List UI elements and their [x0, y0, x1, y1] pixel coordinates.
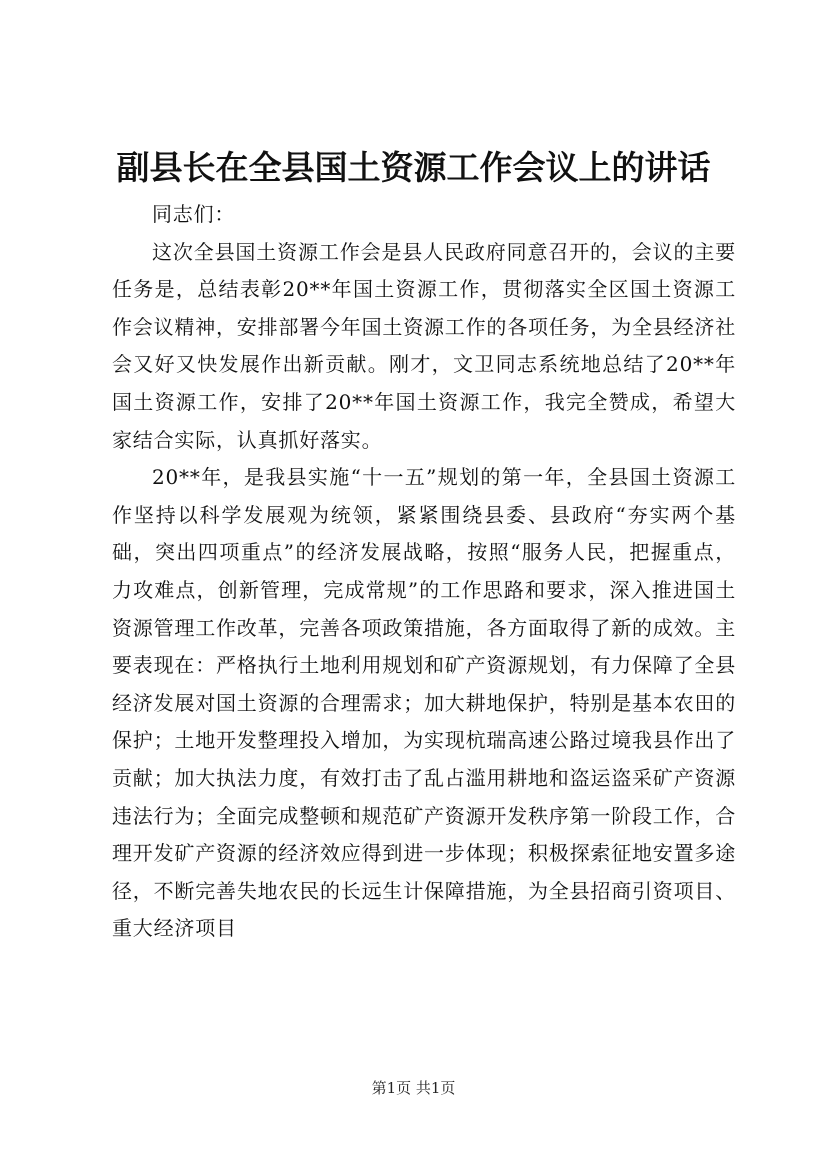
- paragraph-2: 20**年，是我县实施“十一五”规划的第一年，全县国土资源工作坚持以科学发展观为统领，紧紧围绕县委、县政府“夯实两个基础，突出四项重点”的经济发展战略，按照“服务人民，把握重点，力攻难点，创新管理，完成常规”的工作思路和要求，深入推进国土资源管理工作改革，完善各项政策措施，各方面取得了新的成效。主要表现在：严格执行土地利用规划和矿产资源规划，有力保障了全县经济发展对国土资源的合理需求；加大耕地保护，特别是基本农田的保护；土地开发整理投入增加，为实现杭瑞高速公路过境我县作出了贡献；加大执法力度，有效打击了乱占滥用耕地和盗运盗采矿产资源违法行为；全面完成整顿和规范矿产资源开发秩序第一阶段工作，合理开发矿产资源的经济效应得到进一步体现；积极探索征地安置多途径，不断完善失地农民的长远生计保障措施，为全县招商引资项目、重大经济项目: [112, 465, 736, 941]
- greeting: 同志们：: [152, 202, 236, 226]
- paragraph-1: 这次全县国土资源工作会是县人民政府同意召开的，会议的主要任务是，总结表彰20**年国土资源工作，贯彻落实全区国土资源工作会议精神，安排部署今年国土资源工作的各项任务，为全县经济社会又好又快发展作出新贡献。刚才，文卫同志系统地总结了20**年国土资源工作，安排了20**年国土资源工作，我完全赞成，希望大家结合实际，认真抓好落实。: [112, 239, 736, 452]
- document-title: 副县长在全县国土资源工作会议上的讲话: [116, 148, 711, 187]
- document-body: [112, 196, 736, 948]
- page-footer: 第1页 共1页: [371, 1079, 456, 1097]
